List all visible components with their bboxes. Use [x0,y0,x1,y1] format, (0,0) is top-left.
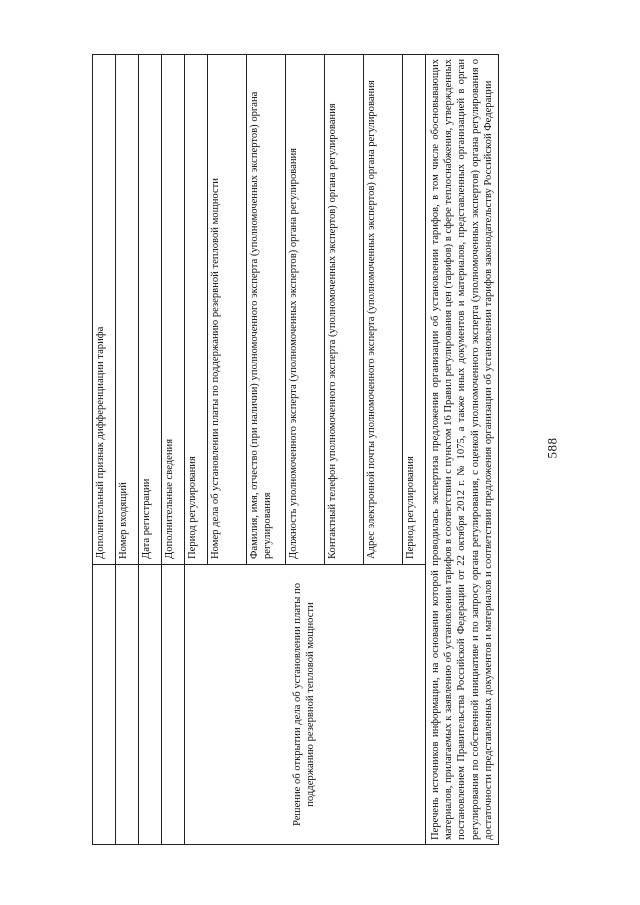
decision-label-cell: Решение об открытии дела об установлении платы по поддержанию резервной тепловой мощности [185,565,426,845]
table-cell: Контактный телефон уполномоченного эксперта (уполномоченных экспертов) органа регулирования [325,55,364,565]
table-cell-empty [162,565,185,845]
table-cell: Адрес электронной почты уполномоченного эксперта (уполномоченных экспертов) органа регулирования [364,55,403,565]
table-cell: Дата регистрации [139,55,162,565]
table-cell: Номер дела об установлении платы по поддержанию резервной тепловой мощности [208,55,247,565]
table-cell: Дополнительный признак дифференциации тарифа [93,55,116,565]
tariff-table [92,54,499,845]
table-row [426,55,499,845]
rotated-table-container [92,55,494,845]
table-cell: Период регулирования [185,55,208,565]
table-row [116,55,139,845]
table-cell-empty [116,565,139,845]
table-cell: Период регулирования [403,55,426,565]
table-cell: Дополнительные сведения [162,55,185,565]
table-row [93,55,116,845]
table-row [162,55,185,845]
table-row [139,55,162,845]
table-cell: Фамилия, имя, отчество (при наличии) уполномоченного эксперта (уполномоченных экспертов) органа регулирования [247,55,286,565]
table-cell-empty [93,565,116,845]
table-cell: Номер входящий [116,55,139,565]
table-row [185,55,208,845]
table-cell: Должность уполномоченного эксперта (уполномоченных экспертов) органа регулирования [286,55,325,565]
footer-text-cell: Перечень источников информации, на основании которой проводилась экспертиза предложения организации об установлении тарифов, в том числе обосновывающих материалов, прилагаемых к заявлению об установлении тарифов в соответствии с пунктом 16 Правил регулирования цен (тарифов) в сфере теплоснабжения, утвержденных постановлением Правительства Российской Федерации от 22 октября 2012 г. № 1075, а также иных документов и материалов, представленных организацией в орган регулирования по собственной инициативе и по запросу органа регулирования, с оценкой уполномоченного эксперта (уполномоченных экспертов) органа регулирования о достаточности представленных документов и материалов и соответствии предложения организации об установлении тарифов законодательству Российской Федерации [426,55,499,845]
table-cell-empty [139,565,162,845]
page-number: 588 [544,437,560,459]
